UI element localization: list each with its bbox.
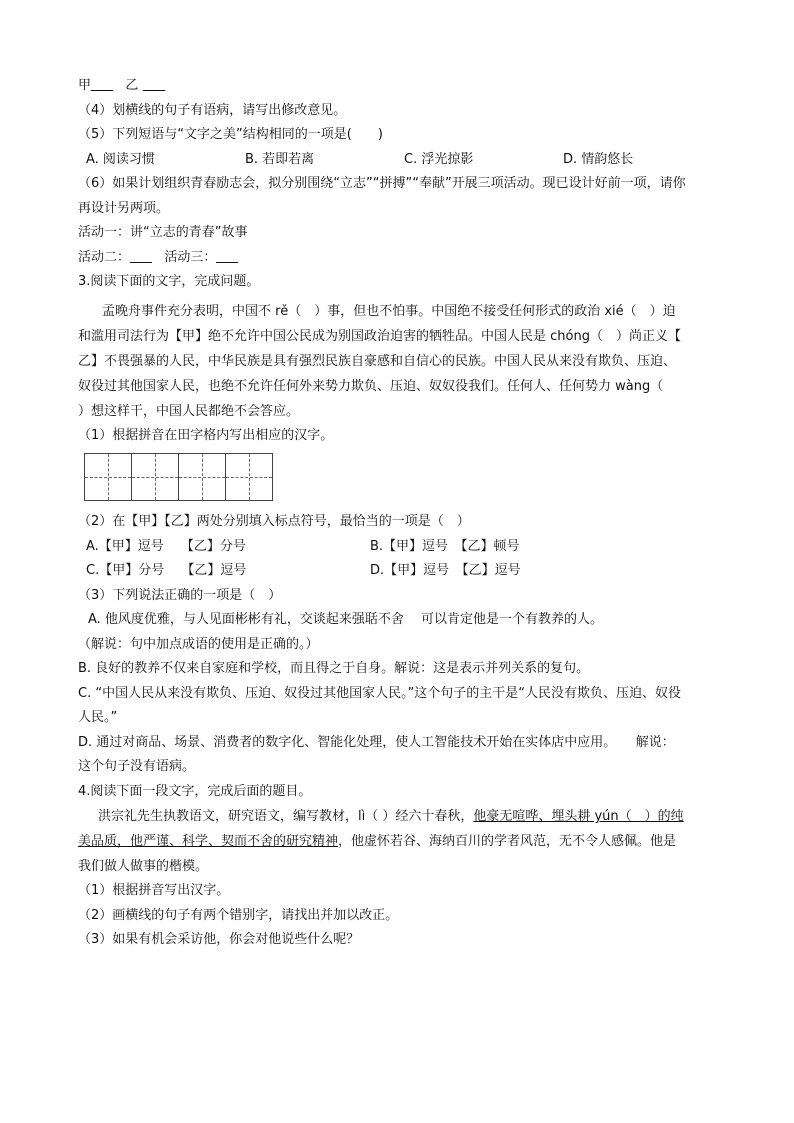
question-4-1: （1）根据拼音写出汉字。: [78, 883, 230, 898]
underlined-sentence: 他豪无喧哗、埋头耕 yún（ ）的纯: [473, 809, 684, 824]
yi-label: 乙: [125, 78, 139, 93]
section-3-title: 3.阅读下面的文字，完成问题。: [78, 274, 260, 289]
question-3-2-options-row1: [78, 535, 722, 560]
passage-2-line: [78, 829, 722, 854]
option-a[interactable]: A. 阅读习惯: [86, 151, 155, 167]
underlined-sentence: 美品质，他严谨、科学、契而不舍的研究精神: [78, 834, 339, 849]
question-3-2-options-row2: [78, 559, 722, 584]
jia-label: 甲: [78, 78, 92, 93]
tianzige-cell[interactable]: [178, 453, 226, 501]
activity-three-blank[interactable]: [216, 248, 238, 263]
option-d[interactable]: D.【甲】逗号 【乙】逗号: [370, 563, 521, 578]
option-a[interactable]: A.【甲】逗号 【乙】分号: [86, 538, 246, 554]
question-3-1: （1）根据拼音在田字格内写出相应的汉字。: [78, 427, 334, 443]
question-4-2: （2）画横线的句子有两个错别字，请找出并加以改正。: [78, 907, 399, 923]
tianzige-cell[interactable]: [225, 453, 273, 501]
option-b[interactable]: B.【甲】逗号 【乙】顿号: [370, 538, 520, 554]
activity-two-label: 活动二：: [78, 249, 131, 265]
option-b[interactable]: B. 若即若离: [245, 151, 315, 167]
option-a-explanation: （解说：句中加点成语的使用是正确的。）: [78, 636, 319, 652]
passage-1-line: 奴役过其他国家人民，也绝不允许任何外来势力欺负、压迫、奴奴役我们。任何人、任何势力 wàng（: [78, 378, 664, 394]
passage-1-line: 和滥用司法行为【甲】绝不允许中国公民成为别国政治迫害的牺牲品。中国人民是 chóng（ ）尚正义【: [78, 328, 681, 344]
option-a[interactable]: A. 他风度优雅，与人见面彬彬有礼，交谈起来强聒不舍 可以肯定他是一个有教养的人。: [88, 612, 604, 627]
activity-one: 活动一：讲“立志的青春”故事: [78, 225, 248, 240]
passage-1-line: 乙】不畏强暴的人民，中华民族是具有强烈民族自豪感和自信心的民族。中国人民从来没有欺负、压迫、: [78, 353, 677, 369]
tianzige-grid[interactable]: [84, 453, 722, 501]
tianzige-cell[interactable]: [84, 453, 132, 501]
passage-2-text: ，他虚怀若谷、海纳百川的学者风范，无不令人感佩。他是: [338, 834, 677, 849]
question-6-line1: （6）如果计划组织青春励志会，拟分别围绕“立志”“拼搏”“奉献”开展三项活动。现已设计好前一项，请你: [78, 176, 686, 191]
jia-blank[interactable]: [91, 76, 113, 91]
passage-2-text: 洪宗礼先生执教语文，研究语文，编写教材，lì（ ）经六十春秋，: [98, 809, 474, 824]
option-c[interactable]: C. 浮光掠影: [404, 151, 474, 167]
passage-2-line: [78, 804, 722, 829]
activity-blanks: [78, 246, 722, 271]
section-4-title: 4.阅读下面一段文字，完成后面的题目。: [78, 783, 312, 799]
question-5-options: [78, 148, 722, 173]
question-3-2: （2）在【甲】【乙】两处分别填入标点符号，最恰当的一项是（ ）: [78, 514, 470, 529]
option-c[interactable]: C. “中国人民从来没有欺负、压迫、奴役过其他国家人民。”这个句子的主干是“人民没有欺负、压迫、奴役: [78, 685, 682, 701]
passage-2-line: 我们做人做事的楷模。: [78, 859, 209, 874]
page-content: [78, 74, 722, 953]
option-d[interactable]: D. 通过对商品、场景、消费者的数字化、智能化处理，使人工智能技术开始在实体店中应用。 解说：: [78, 734, 675, 750]
option-c[interactable]: C.【甲】分号 【乙】逗号: [86, 563, 247, 578]
activity-two-blank[interactable]: [130, 248, 152, 263]
activity-three-label: 活动三：: [164, 249, 217, 265]
question-4-3: （3）如果有机会采访他，你会对他说些什么呢？: [78, 932, 360, 947]
yi-blank[interactable]: [143, 76, 165, 91]
option-c-cont: 人民。”: [78, 710, 118, 725]
answer-blanks: [78, 74, 722, 99]
option-d[interactable]: D. 情韵悠长: [563, 151, 634, 167]
question-5-sub: （5）下列短语与“文字之美”结构相同的一项是( ): [78, 127, 383, 142]
question-3-3: （3）下列说法正确的一项是（ ）: [78, 587, 282, 603]
option-d-cont: 这个句子没有语病。: [78, 759, 196, 774]
option-b[interactable]: B. 良好的教养不仅来自家庭和学校，而且得之于自身。解说：这是表示并列关系的复句。: [78, 661, 590, 676]
question-4-sub: （4）划横线的句子有语病，请写出修改意见。: [78, 102, 347, 118]
question-6-line2: 再设计另两项。: [78, 200, 170, 216]
tianzige-cell[interactable]: [131, 453, 179, 501]
passage-1-line: ）想这样干，中国人民都绝不会答应。: [78, 403, 300, 419]
passage-1-line: 孟晚舟事件充分表明，中国不 rě（ ）事，但也不怕事。中国绝不接受任何形式的政治 xié（ ）迫: [102, 303, 676, 319]
